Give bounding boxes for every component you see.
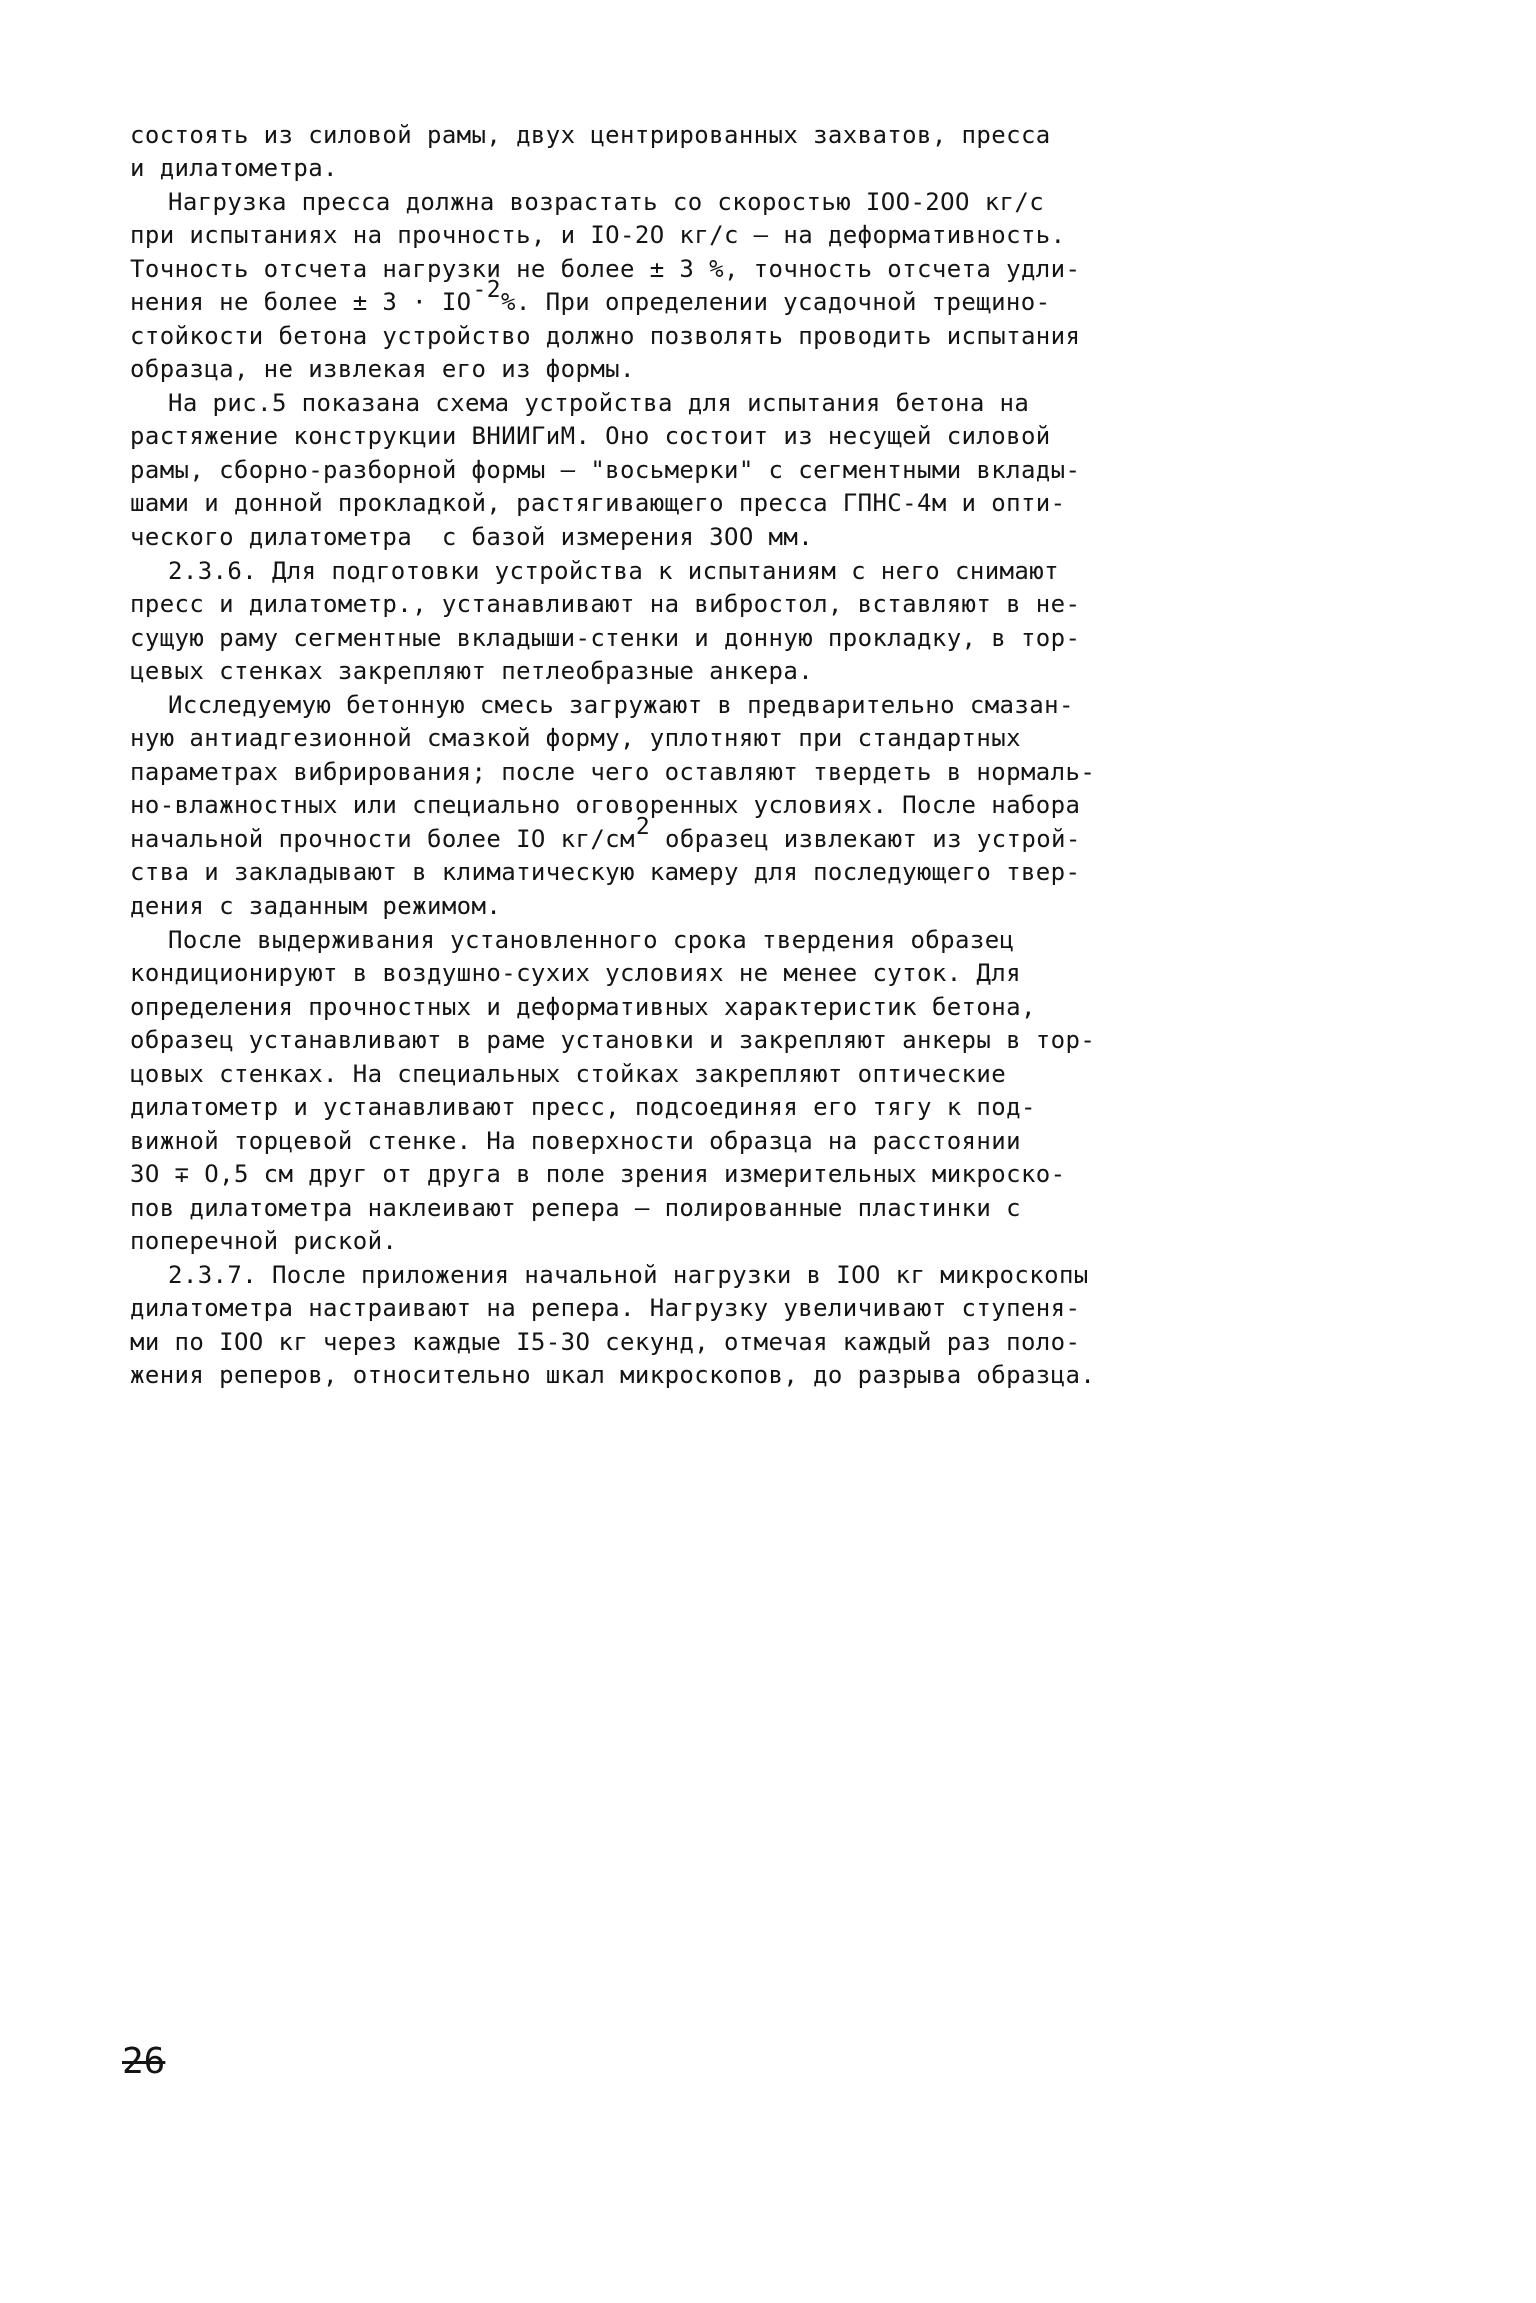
line-text: нения не более ± 3 · IО [130,288,472,316]
line-text: рамы, сборно-разборной формы – "восьмерки" с сегментными вклады- [130,456,1081,484]
line-text-continuation: образец извлекают из устрой- [650,825,1081,853]
line-text: определения прочностных и деформативных характеристик бетона, [130,993,1036,1021]
line-text: ческого дилатометра с базой измерения 3ОО мм. [130,523,814,551]
line-text: 3О ∓ О,5 см друг от друга в поле зрения измерительных микроско- [130,1160,1066,1188]
line-text: дилатометр и устанавливают пресс, подсоединяя его тягу к под- [130,1093,1036,1121]
line-text: кондиционируют в воздушно-сухих условиях не менее суток. Для [130,959,1021,987]
line-text: 2.3.6. Для подготовки устройства к испытаниям с него снимают [168,557,1059,585]
line-text: дилатометра настраивают на репера. Нагрузку увеличивают ступеня- [130,1294,1081,1322]
line-text-continuation: %. При определении усадочной трещино- [501,288,1051,316]
line-text: образец устанавливают в раме установки и закрепляют анкеры в тор- [130,1026,1096,1054]
text-line [130,1355,1430,1395]
line-text: После выдерживания установленного срока твердения образец [168,926,1015,954]
line-text: при испытаниях на прочность, и IО-2О кг/с – на деформативность. [130,221,1066,249]
superscript: -2 [472,277,502,303]
superscript: 2 [635,814,651,840]
line-text: начальной прочности более IО кг/см [130,825,635,853]
line-text: параметрах вибрирования; после чего оставляют твердеть в нормаль- [130,758,1096,786]
line-text: ную антиадгезионной смазкой форму, уплотняют при стандартных [130,724,1021,752]
line-text: Исследуемую бетонную смесь загружают в предварительно смазан- [168,691,1074,719]
line-text: шами и донной прокладкой, растягивающего пресса ГПНС-4м и опти- [130,489,1066,517]
line-text: пресс и дилатометр., устанавливают на вибростол, вставляют в не- [130,590,1081,618]
page-number: 26 [122,2041,166,2082]
line-text: но-влажностных или специально оговоренных условиях. После набора [130,791,1081,819]
line-text: цевых стенках закрепляют петлеобразные анкера. [130,657,814,685]
line-text: ства и закладывают в климатическую камеру для последующего твер- [130,858,1081,886]
line-text: Точность отсчета нагрузки не более ± 3 %, точность отсчета удли- [130,255,1081,283]
line-text: растяжение конструкции ВНИИГиМ. Оно состоит из несущей силовой [130,422,1051,450]
line-text: На рис.5 показана схема устройства для испытания бетона на [168,389,1030,417]
line-text: дения с заданным режимом. [130,892,502,920]
line-text: образца, не извлекая его из формы. [130,355,635,383]
line-text: жения реперов, относительно шкал микроскопов, до разрыва образца. [130,1361,1096,1389]
line-text: вижной торцевой стенке. На поверхности образца на расстоянии [130,1127,1021,1155]
line-text: Нагрузка пресса должна возрастать со скоростью IОО-2ОО кг/с [168,188,1045,216]
line-text: стойкости бетона устройство должно позволять проводить испытания [130,322,1081,350]
line-text: сущую раму сегментные вкладыши-стенки и донную прокладку, в тор- [130,624,1081,652]
line-text: пов дилатометра наклеивают репера – полированные пластинки с [130,1194,1021,1222]
line-text: и дилатометра. [130,154,338,182]
line-text: поперечной риской. [130,1227,398,1255]
line-text: 2.3.7. После приложения начальной нагрузки в IОО кг микроскопы [168,1261,1089,1289]
line-text: состоять из силовой рамы, двух центрированных захватов, пресса [130,121,1051,149]
line-text: цовых стенках. На специальных стойках закрепляют оптические [130,1060,1007,1088]
line-text: ми по IОО кг через каждые I5-3О секунд, отмечая каждый раз поло- [130,1328,1081,1356]
